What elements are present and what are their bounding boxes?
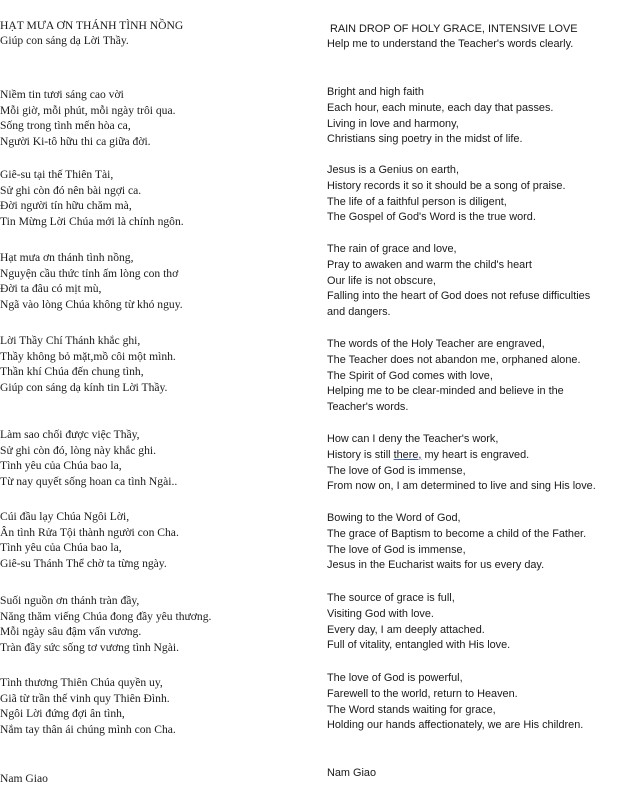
poem-line-vi: Nguyện cầu thức tỉnh ấm lòng con thơ xyxy=(0,266,179,280)
poem-line-vi: Đời người tín hữu chăm mà, xyxy=(0,199,132,212)
poem-line-vi: Mỗi giờ, mỗi phút, mỗi ngày trôi qua. xyxy=(0,103,176,117)
poem-line-vi: Tình thương Thiên Chúa quyền uy, xyxy=(0,676,163,689)
poem-line-vi: Tràn đầy sức sống tơ vương tình Ngài. xyxy=(0,640,179,654)
poem-line-en: The love of God is powerful, xyxy=(327,672,463,684)
poem-line-vi: Thầy không bỏ mặt,mồ côi một mình. xyxy=(0,349,176,363)
poem-line-en: Bright and high faith xyxy=(327,86,424,98)
poem-line-en: The Word stands waiting for grace, xyxy=(327,703,496,716)
poem-line-en: The words of the Holy Teacher are engraved, xyxy=(327,338,545,350)
poem-line-en: How can I deny the Teacher's work, xyxy=(327,433,499,445)
poem-line-en: Farewell to the world, return to Heaven. xyxy=(327,687,518,700)
poem-line-en: The love of God is immense, xyxy=(327,464,466,477)
poem-subtitle-vi: Giúp con sáng dạ Lời Thầy. xyxy=(0,34,129,47)
poem-line-vi: Làm sao chối được việc Thầy, xyxy=(0,428,140,441)
poem-line-vi: Năng thăm viếng Chúa đong đầy yêu thương. xyxy=(0,609,212,623)
poem-line-vi: Đời ta đâu có mịt mù, xyxy=(0,282,102,295)
poem-line-en: Living in love and harmony, xyxy=(327,117,459,130)
poem-line-vi: Sống trong tình mến hòa ca, xyxy=(0,119,131,132)
poem-line-en: Holding our hands affectionately, we are His children. xyxy=(327,719,584,732)
poem-line-vi: Giê-su tại thế Thiên Tài, xyxy=(0,168,114,181)
poem-line-en: Falling into the heart of God does not refuse difficulties xyxy=(327,290,591,303)
poem-line-vi: Từ nay quyết sống hoan ca tình Ngài.. xyxy=(0,474,178,488)
poem-subtitle-en: Help me to understand the Teacher's words clearly. xyxy=(327,38,574,50)
poem-line-en: Every day, I am deeply attached. xyxy=(327,623,485,636)
poem-line-vi: Mỗi ngày sâu đậm vấn vương. xyxy=(0,625,142,638)
poem-line-en: The Teacher does not abandon me, orphaned alone. xyxy=(327,353,581,366)
poem-line-en: Each hour, each minute, each day that passes. xyxy=(327,101,554,114)
poem-author-en: Nam Giao xyxy=(327,767,377,779)
poem-line-en: The source of grace is full, xyxy=(327,592,455,604)
poem-line-en: The grace of Baptism to become a child of the Father. xyxy=(327,527,587,540)
poem-line-en: Helping me to be clear-minded and believe in the xyxy=(327,385,564,398)
poem-line-en: Visiting God with love. xyxy=(327,607,434,620)
poem-line-en: The life of a faithful person is diligent, xyxy=(327,195,507,208)
poem-line-vi: Cúi đầu lạy Chúa Ngôi Lời, xyxy=(0,510,130,523)
poem-line-en: Pray to awaken and warm the child's heart xyxy=(327,258,532,271)
poem-line-vi: Sử ghi còn đó nên bài ngợi ca. xyxy=(0,183,142,197)
poem-line-en: Full of vitality, entangled with His love. xyxy=(327,639,511,652)
poem-line-vi: Ngôi Lời đứng đợi ân tình, xyxy=(0,707,125,720)
poem-line-en: History is still there, my heart is engraved. xyxy=(327,448,530,461)
poem-line-vi: Ngã vào lòng Chúa không từ khó nguy. xyxy=(0,297,183,311)
poem-line-en: and dangers. xyxy=(327,306,391,319)
poem-line-en: The Spirit of God comes with love, xyxy=(327,369,493,382)
poem-line-en: Our life is not obscure, xyxy=(327,274,436,287)
poem-line-en: From now on, I am determined to live and sing His love. xyxy=(327,480,596,493)
poem-line-vi: Giúp con sáng dạ kính tin Lời Thầy. xyxy=(0,380,168,394)
poem-line-en: The love of God is immense, xyxy=(327,543,466,556)
poem-title-en: RAIN DROP OF HOLY GRACE, INTENSIVE LOVE xyxy=(330,23,578,35)
poem-line-en: Jesus in the Eucharist waits for us every day. xyxy=(327,559,545,572)
poem-line-vi: Lời Thầy Chí Thánh khắc ghi, xyxy=(0,334,141,347)
poem-line-vi: Thần khí Chúa đến chung tình, xyxy=(0,365,144,378)
poem-line-vi: Suối nguồn ơn thánh tràn đầy, xyxy=(0,594,140,607)
poem-line-en: History records it so it should be a song of praise. xyxy=(327,179,566,192)
poem-line-vi: Tình yêu của Chúa bao la, xyxy=(0,459,122,472)
poem-line-en: Bowing to the Word of God, xyxy=(327,512,461,524)
poem-title-vi: HẠT MƯA ƠN THÁNH TÌNH NỒNG xyxy=(0,19,184,32)
poem-line-vi: Ân tình Rửa Tội thành người con Cha. xyxy=(0,525,179,539)
poem-line-vi: Hạt mưa ơn thánh tình nồng, xyxy=(0,251,134,264)
poem-line-vi: Niềm tin tươi sáng cao vời xyxy=(0,88,124,101)
poem-author-vi: Nam Giao xyxy=(0,772,48,785)
poem-line-vi: Nắm tay thân ái chúng mình con Cha. xyxy=(0,722,176,736)
poem-line-vi: Sử ghi còn đó, lòng này khắc ghi. xyxy=(0,443,157,457)
poem-line-en: Christians sing poetry in the midst of life. xyxy=(327,133,523,146)
poem-line-vi: Tình yêu của Chúa bao la, xyxy=(0,541,122,554)
poem-line-en: Jesus is a Genius on earth, xyxy=(327,164,459,176)
poem-line-en: Teacher's words. xyxy=(327,401,409,414)
poem-line-vi: Giê-su Thánh Thể chờ ta từng ngày. xyxy=(0,556,167,570)
poem-line-en: The Gospel of God's Word is the true word. xyxy=(327,211,536,224)
poem-line-en: The rain of grace and love, xyxy=(327,243,457,255)
poem-line-vi: Tin Mừng Lời Chúa mới là chính ngôn. xyxy=(0,214,184,228)
poem-line-vi: Giã từ trần thế vinh quy Thiên Đình. xyxy=(0,691,170,705)
poem-line-vi: Người Ki-tô hữu thi ca giữa đời. xyxy=(0,134,151,148)
